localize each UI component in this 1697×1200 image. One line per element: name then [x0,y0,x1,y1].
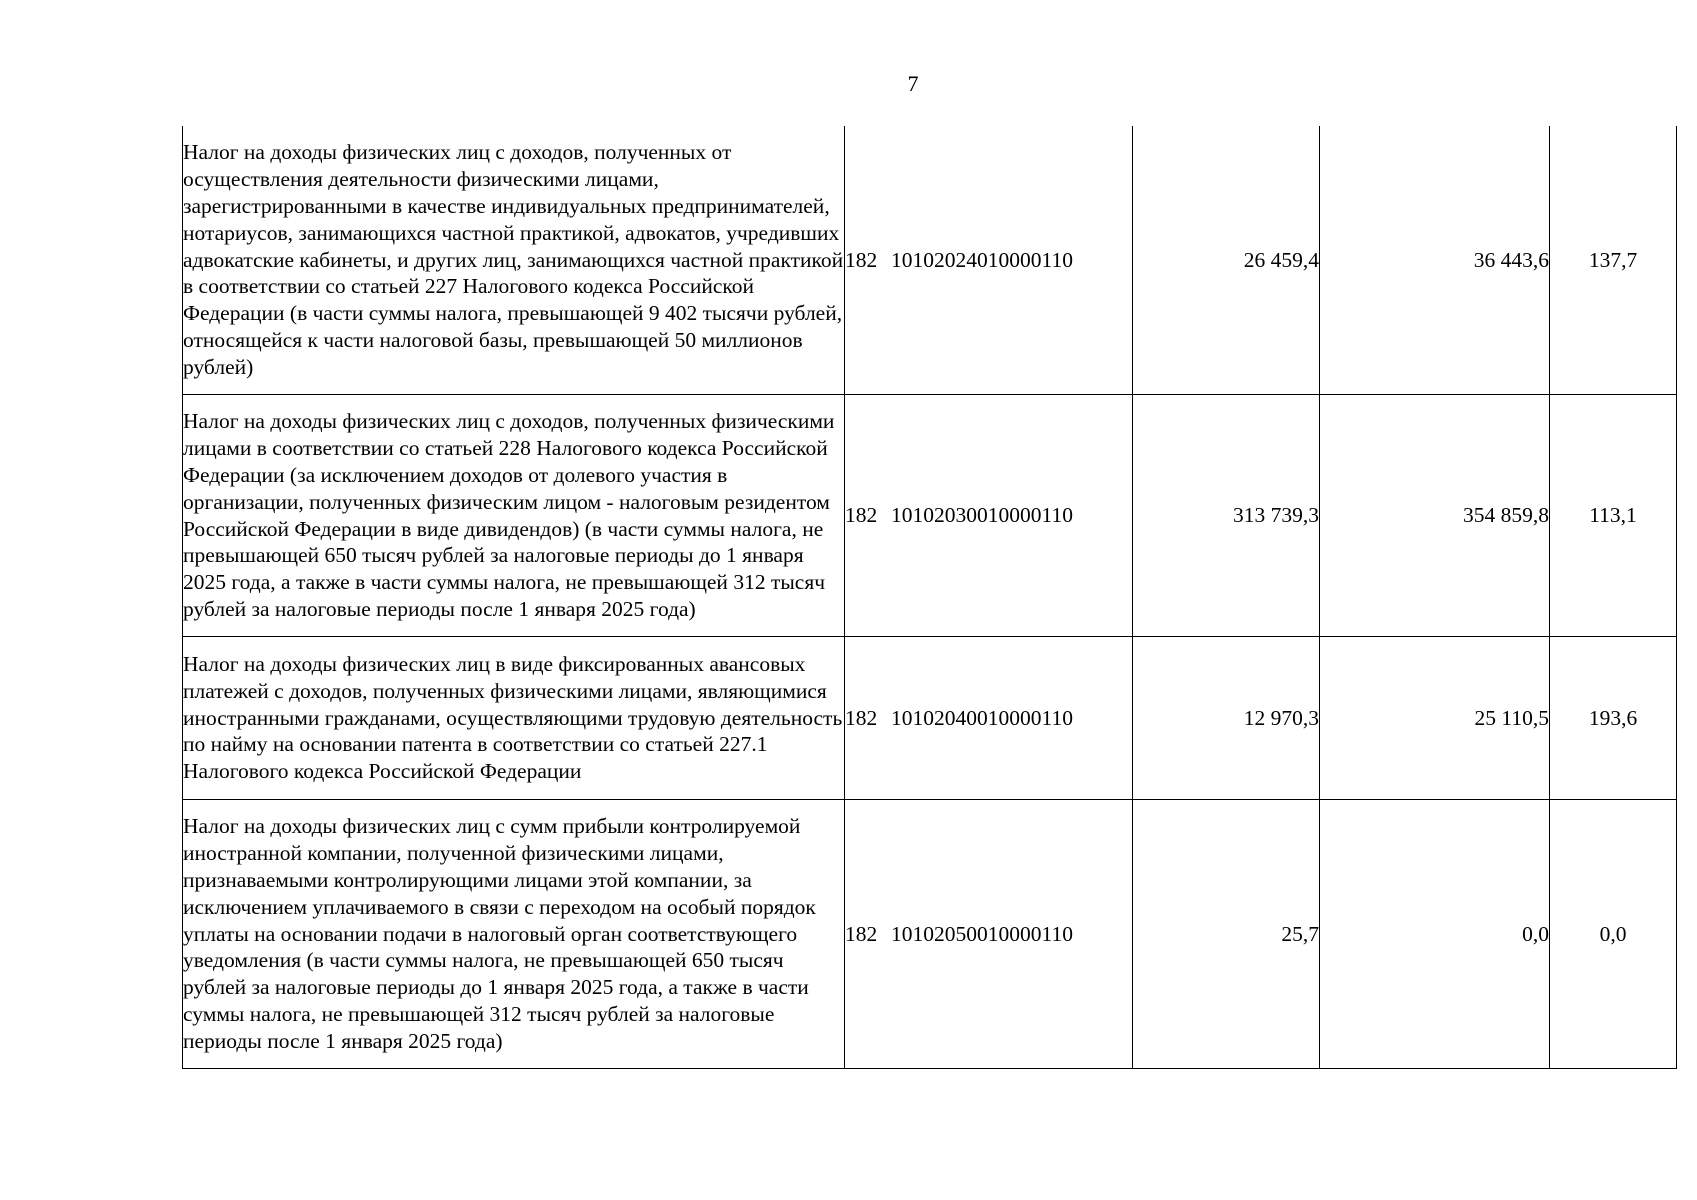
page-number: 7 [907,71,919,96]
admin-code: 182 [845,705,878,730]
percent-cell: 113,1 [1550,395,1677,637]
revenue-name-cell: Налог на доходы физических лиц с сумм прибыли контролируемой иностранной компании, полученной физическими лицами, признаваемыми контролирующими лицами этой компании, за исключением уплачиваемого в связи с переходом на особый порядок уплаты на основании подачи в налоговый орган соответствующего уведомления (в части суммы налога, не превышающей 650 тысяч рублей за налоговые периоды до 1 января 2025 года, а также в части суммы налога, не превышающей 312 тысяч рублей за налоговые периоды после 1 января 2025 года) [183,800,845,1069]
admin-code: 182 [845,503,878,528]
kbk-code: 10102040010000110 [891,705,1073,730]
table-row [183,395,1677,637]
value-1-cell: 313 739,3 [1133,395,1320,637]
table-row [183,126,1677,395]
value-2-cell: 25 110,5 [1320,637,1550,800]
admin-code: 182 [845,921,878,946]
code-cell [845,395,1133,637]
code-cell [845,126,1133,395]
value-1-cell: 12 970,3 [1133,637,1320,800]
admin-code: 182 [845,247,878,272]
table-row [183,800,1677,1069]
code-cell [845,800,1133,1069]
value-2-cell: 354 859,8 [1320,395,1550,637]
kbk-code: 10102024010000110 [891,247,1073,272]
percent-cell: 0,0 [1550,800,1677,1069]
revenue-name-cell: Налог на доходы физических лиц с доходов, полученных физическими лицами в соответствии со статьей 228 Налогового кодекса Российской Федерации (за исключением доходов от долевого участия в организации, полученных физическим лицом - налоговым резидентом Российской Федерации в виде дивидендов) (в части суммы налога, не превышающей 650 тысяч рублей за налоговые периоды до 1 января 2025 года, а также в части суммы налога, не превышающей 312 тысяч рублей за налоговые периоды после 1 января 2025 года) [183,395,845,637]
percent-cell: 137,7 [1550,126,1677,395]
value-1-cell: 26 459,4 [1133,126,1320,395]
revenue-table [182,126,1677,1069]
revenue-name-cell: Налог на доходы физических лиц с доходов, полученных от осуществления деятельности физическими лицами, зарегистрированными в качестве индивидуальных предпринимателей, нотариусов, занимающихся частной практикой, адвокатов, учредивших адвокатские кабинеты, и других лиц, занимающихся частной практикой в соответствии со статьей 227 Налогового кодекса Российской Федерации (в части суммы налога, превышающей 9 402 тысячи рублей, относящейся к части налоговой базы, превышающей 50 миллионов рублей) [183,126,845,395]
table-row [183,637,1677,800]
kbk-code: 10102030010000110 [891,503,1073,528]
value-2-cell: 0,0 [1320,800,1550,1069]
value-1-cell: 25,7 [1133,800,1320,1069]
kbk-code: 10102050010000110 [891,921,1073,946]
code-cell [845,637,1133,800]
percent-cell: 193,6 [1550,637,1677,800]
value-2-cell: 36 443,6 [1320,126,1550,395]
revenue-name-cell: Налог на доходы физических лиц в виде фиксированных авансовых платежей с доходов, полученных физическими лицами, являющимися иностранными гражданами, осуществляющими трудовую деятельность по найму на основании патента в соответствии со статьей 227.1 Налогового кодекса Российской Федерации [183,637,845,800]
